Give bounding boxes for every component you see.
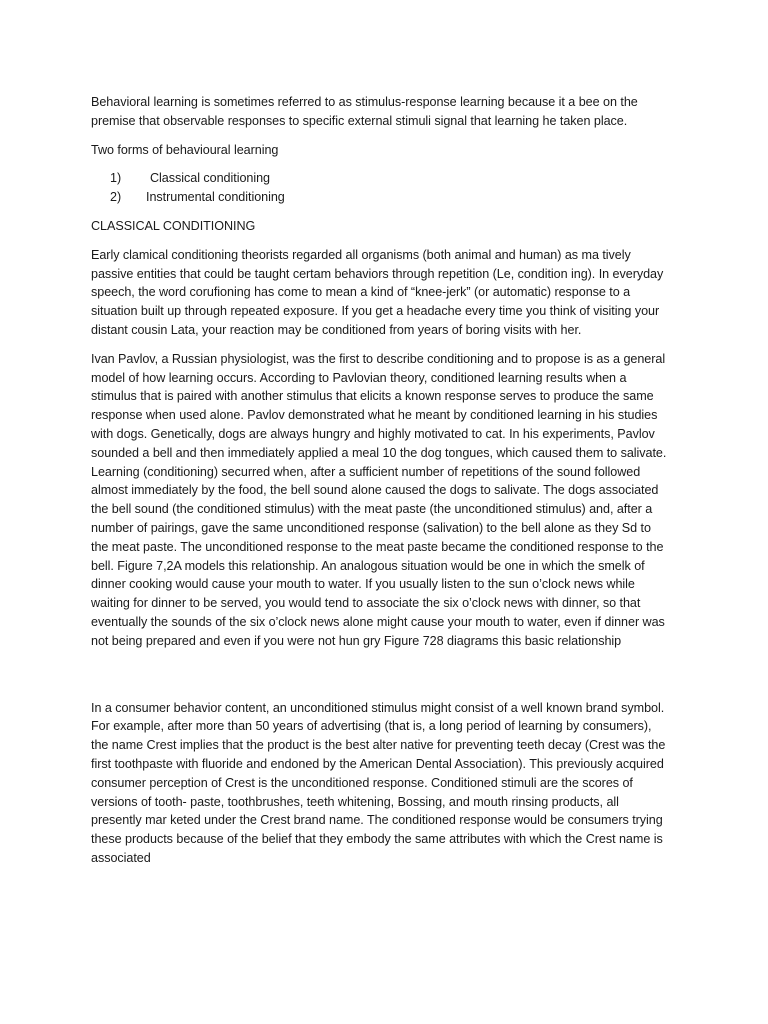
- list-number: 2): [110, 190, 122, 205]
- section-heading: CLASSICAL CONDITIONING: [91, 218, 256, 233]
- list-text: Instrumental conditioning: [146, 190, 285, 205]
- text-line: not being prepared and even if you were not hun gry Figure 728 diagrams this basic relationship: [91, 633, 622, 648]
- text-line: first toothpaste with fluoride and endoned by the American Dental Association). This previously acquired: [91, 756, 664, 771]
- section-spacer: [91, 661, 681, 699]
- intro-paragraph: [91, 93, 681, 131]
- text-line: Behavioral learning is sometimes referred to as stimulus-response learning because it a bee on the: [91, 95, 638, 109]
- text-line: In a consumer behavior content, an unconditioned stimulus might consist of a well known brand symbol.: [91, 700, 665, 715]
- text-line: For example, after more than 50 years of advertising (that is, a long period of learning by consumers),: [91, 719, 652, 734]
- text-line: waiting for dinner to be served, you would tend to associate the six o’clock news with dinner, so that: [91, 596, 641, 611]
- text-line: sounded a bell and then immediately applied a meal 10 the dog tongues, which caused them to salivate.: [91, 445, 667, 460]
- document-body: [91, 93, 681, 878]
- text-line: model of how learning occurs. According to Pavlovian theory, conditioned learning results when a: [91, 370, 627, 385]
- text-line: situation built up through repeated exposure. If you get a headache every time you think of visiting your: [91, 304, 660, 319]
- forms-intro-text: Two forms of behavioural learning: [91, 142, 279, 157]
- text-line: almost immediately by the food, the bell sound alone caused the dogs to salivate. The dogs associated: [91, 483, 659, 498]
- text-line: dinner cooking would cause your mouth to water. If you usually listen to the sun o’clock news while: [91, 577, 635, 592]
- text-line: versions of tooth- paste, toothbrushes, teeth whitening, Bossing, and mouth rinsing products, all: [91, 794, 619, 809]
- text-line: with dogs. Genetically, dogs are always hungry and highly motivated to cat. In his experiments, Pavlov: [91, 426, 655, 441]
- text-line: the bell sound (the conditioned stimulus) with the meat paste (the unconditioned stimulus) and, after a: [91, 502, 653, 517]
- list-item: [91, 169, 681, 188]
- text-line: premise that observable responses to specific external stimuli signal that learning he taken place.: [91, 113, 628, 128]
- text-line: associated: [91, 850, 151, 865]
- text-line: Ivan Pavlov, a Russian physiologist, was the first to describe conditioning and to propose is as a general: [91, 351, 666, 366]
- list-text: Classical conditioning: [150, 171, 271, 186]
- text-line: the meat paste. The unconditioned response to the meat paste became the conditioned response to the: [91, 539, 664, 554]
- text-line: these products because of the belief that they embody the same attributes with which the Crest name is: [91, 832, 663, 847]
- text-line: speech, the word corufioning has come to mean a kind of “knee-jerk” (or automatic) response to a: [91, 285, 631, 300]
- pavlov-paragraph: [91, 350, 681, 651]
- list-gap: [136, 188, 146, 207]
- text-line: consumer perception of Crest is the unconditioned response. Conditioned stimuli are the scores of: [91, 775, 633, 790]
- text-line: distant cousin Lata, your reaction may be conditioned from years of boring visits with her.: [91, 322, 582, 337]
- text-line: bell. Figure 7,2A models this relationship. An analogous situation would be one in which the smelk of: [91, 558, 645, 573]
- list-item: [91, 188, 681, 207]
- text-line: stimulus that is paired with another stimulus that elicits a known response serves to produce the same: [91, 389, 654, 404]
- text-line: number of pairings, gave the same unconditioned response (salivation) to the bell alone as they Sd to: [91, 520, 651, 535]
- list-gap: [136, 169, 150, 188]
- text-line: response when used alone. Pavlov demonstrated what he meant by conditioned learning in his studies: [91, 408, 658, 423]
- text-line: Early clamical conditioning theorists regarded all organisms (both animal and human) as ma tively: [91, 247, 631, 262]
- text-line: the name Crest implies that the product is the best alter native for preventing teeth decay (Crest was the: [91, 738, 666, 753]
- text-line: presently mar keted under the Crest brand name. The conditioned response would be consumers trying: [91, 813, 663, 828]
- list-number: 1): [110, 171, 122, 186]
- classical-conditioning-paragraph: [91, 246, 681, 340]
- text-line: eventually the sounds of the six o’clock news alone might cause your mouth to water, even if dinner was: [91, 614, 665, 629]
- text-line: Learning (conditioning) securred when, after a sufficient number of repetitions of the sound followed: [91, 464, 641, 479]
- consumer-example-paragraph: [91, 699, 681, 868]
- text-line: passive entities that could be taught certam behaviors through repetition (Le, condition ing). In everyday: [91, 266, 664, 281]
- forms-list: [91, 169, 681, 207]
